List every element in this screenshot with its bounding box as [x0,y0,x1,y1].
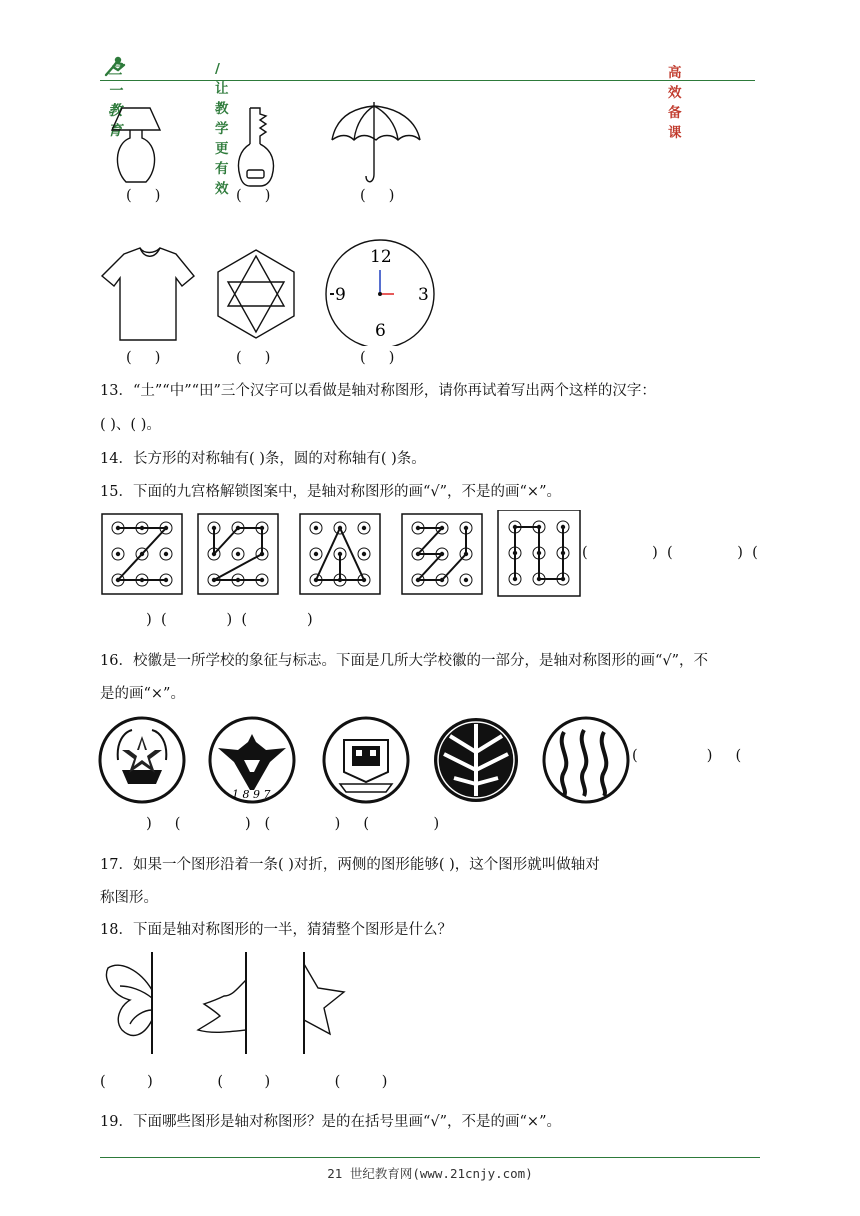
footer-divider [100,1157,760,1158]
footer-source: 21 世纪教育网(www.21cnjy.com) [327,1166,533,1181]
question-18: 18．下面是轴对称图形的一半，猜猜整个图形是什么？ [100,922,452,938]
figure-row-2 [98,236,443,346]
badge-building-icon [324,718,408,802]
lock-pattern-3 [300,514,380,594]
q18-answer-blanks[interactable]: ( ) ( ) ( ) [100,1074,388,1090]
school-badges [98,712,633,808]
lock-patterns [100,510,585,600]
badge-eagle-icon [210,718,294,802]
header-right-label: 高效备课 [668,65,682,141]
half-figures [100,950,360,1060]
key-icon [238,108,273,186]
clock-number-3: 3 [418,285,429,305]
clock-number-12: 12 [370,247,392,267]
clock-number-9: 9 [335,285,346,305]
question-16-line2: 是的画“×”。 [100,686,185,702]
clock-number-6: 6 [375,321,386,341]
half-maple-leaf-icon [198,952,246,1054]
question-16-line1: 16．校徽是一所学校的象征与标志。下面是几所大学校徽的一部分，是轴对称图形的画“√”，不 [100,653,709,669]
q16-answer-blanks-line2[interactable]: ) ( ) ( ) ( ) [100,816,440,832]
question-17-line1: 17．如果一个图形沿着一条( )对折，两侧的图形能够( )，这个图形就叫做轴对 [100,857,600,873]
q15-answer-blanks-line1[interactable]: ( ) ( ) ( [582,545,758,561]
answer-blank-clock[interactable]: ( ) [360,350,395,366]
lamp-icon [112,108,160,182]
question-15: 15．下面的九宫格解锁图案中，是轴对称图形的画“√”，不是的画“×”。 [100,484,561,500]
hexagram-icon [218,250,294,338]
badge-year-text: 1 8 9 7 [232,788,271,801]
answer-blank-key[interactable]: ( ) [236,188,271,204]
lock-pattern-1 [102,514,182,594]
figure-row-1 [100,100,440,190]
q16-answer-blanks-line1[interactable]: ( ) ( [632,748,742,764]
umbrella-icon [332,102,420,182]
answer-blank-hexagram[interactable]: ( ) [236,350,271,366]
answer-blank-tshirt[interactable]: ( ) [126,350,161,366]
question-14: 14．长方形的对称轴有( )条，圆的对称轴有( )条。 [100,451,426,467]
half-star-icon [304,952,344,1054]
lock-pattern-5 [498,510,580,596]
half-butterfly-icon [106,952,152,1054]
tshirt-icon [102,248,194,340]
brand-logo-text: 二一教育 [108,63,122,139]
question-17-line2: 称图形。 [100,890,158,906]
question-13-answer[interactable]: ( )、( )。 [100,417,161,433]
q15-answer-blanks-line2[interactable]: ) ( ) ( ) [100,612,313,628]
lock-pattern-4 [402,514,482,594]
badge-leaf-icon [434,718,518,802]
question-19: 19．下面哪些图形是轴对称图形？是的在括号里画“√”，不是的画“×”。 [100,1114,561,1130]
badge-waves-icon [544,718,628,802]
answer-blank-umbrella[interactable]: ( ) [360,188,395,204]
clock-icon [326,240,434,346]
question-13: 13．“土”“中”“田”三个汉字可以看做是轴对称图形，请你再试着写出两个这样的汉字： [100,383,656,399]
badge-star-emblem-icon [100,718,184,802]
lock-pattern-2 [198,514,278,594]
answer-blank-lamp[interactable]: ( ) [126,188,161,204]
header-divider [100,80,755,81]
header-slogan: / 让教学更有效 [215,61,229,197]
